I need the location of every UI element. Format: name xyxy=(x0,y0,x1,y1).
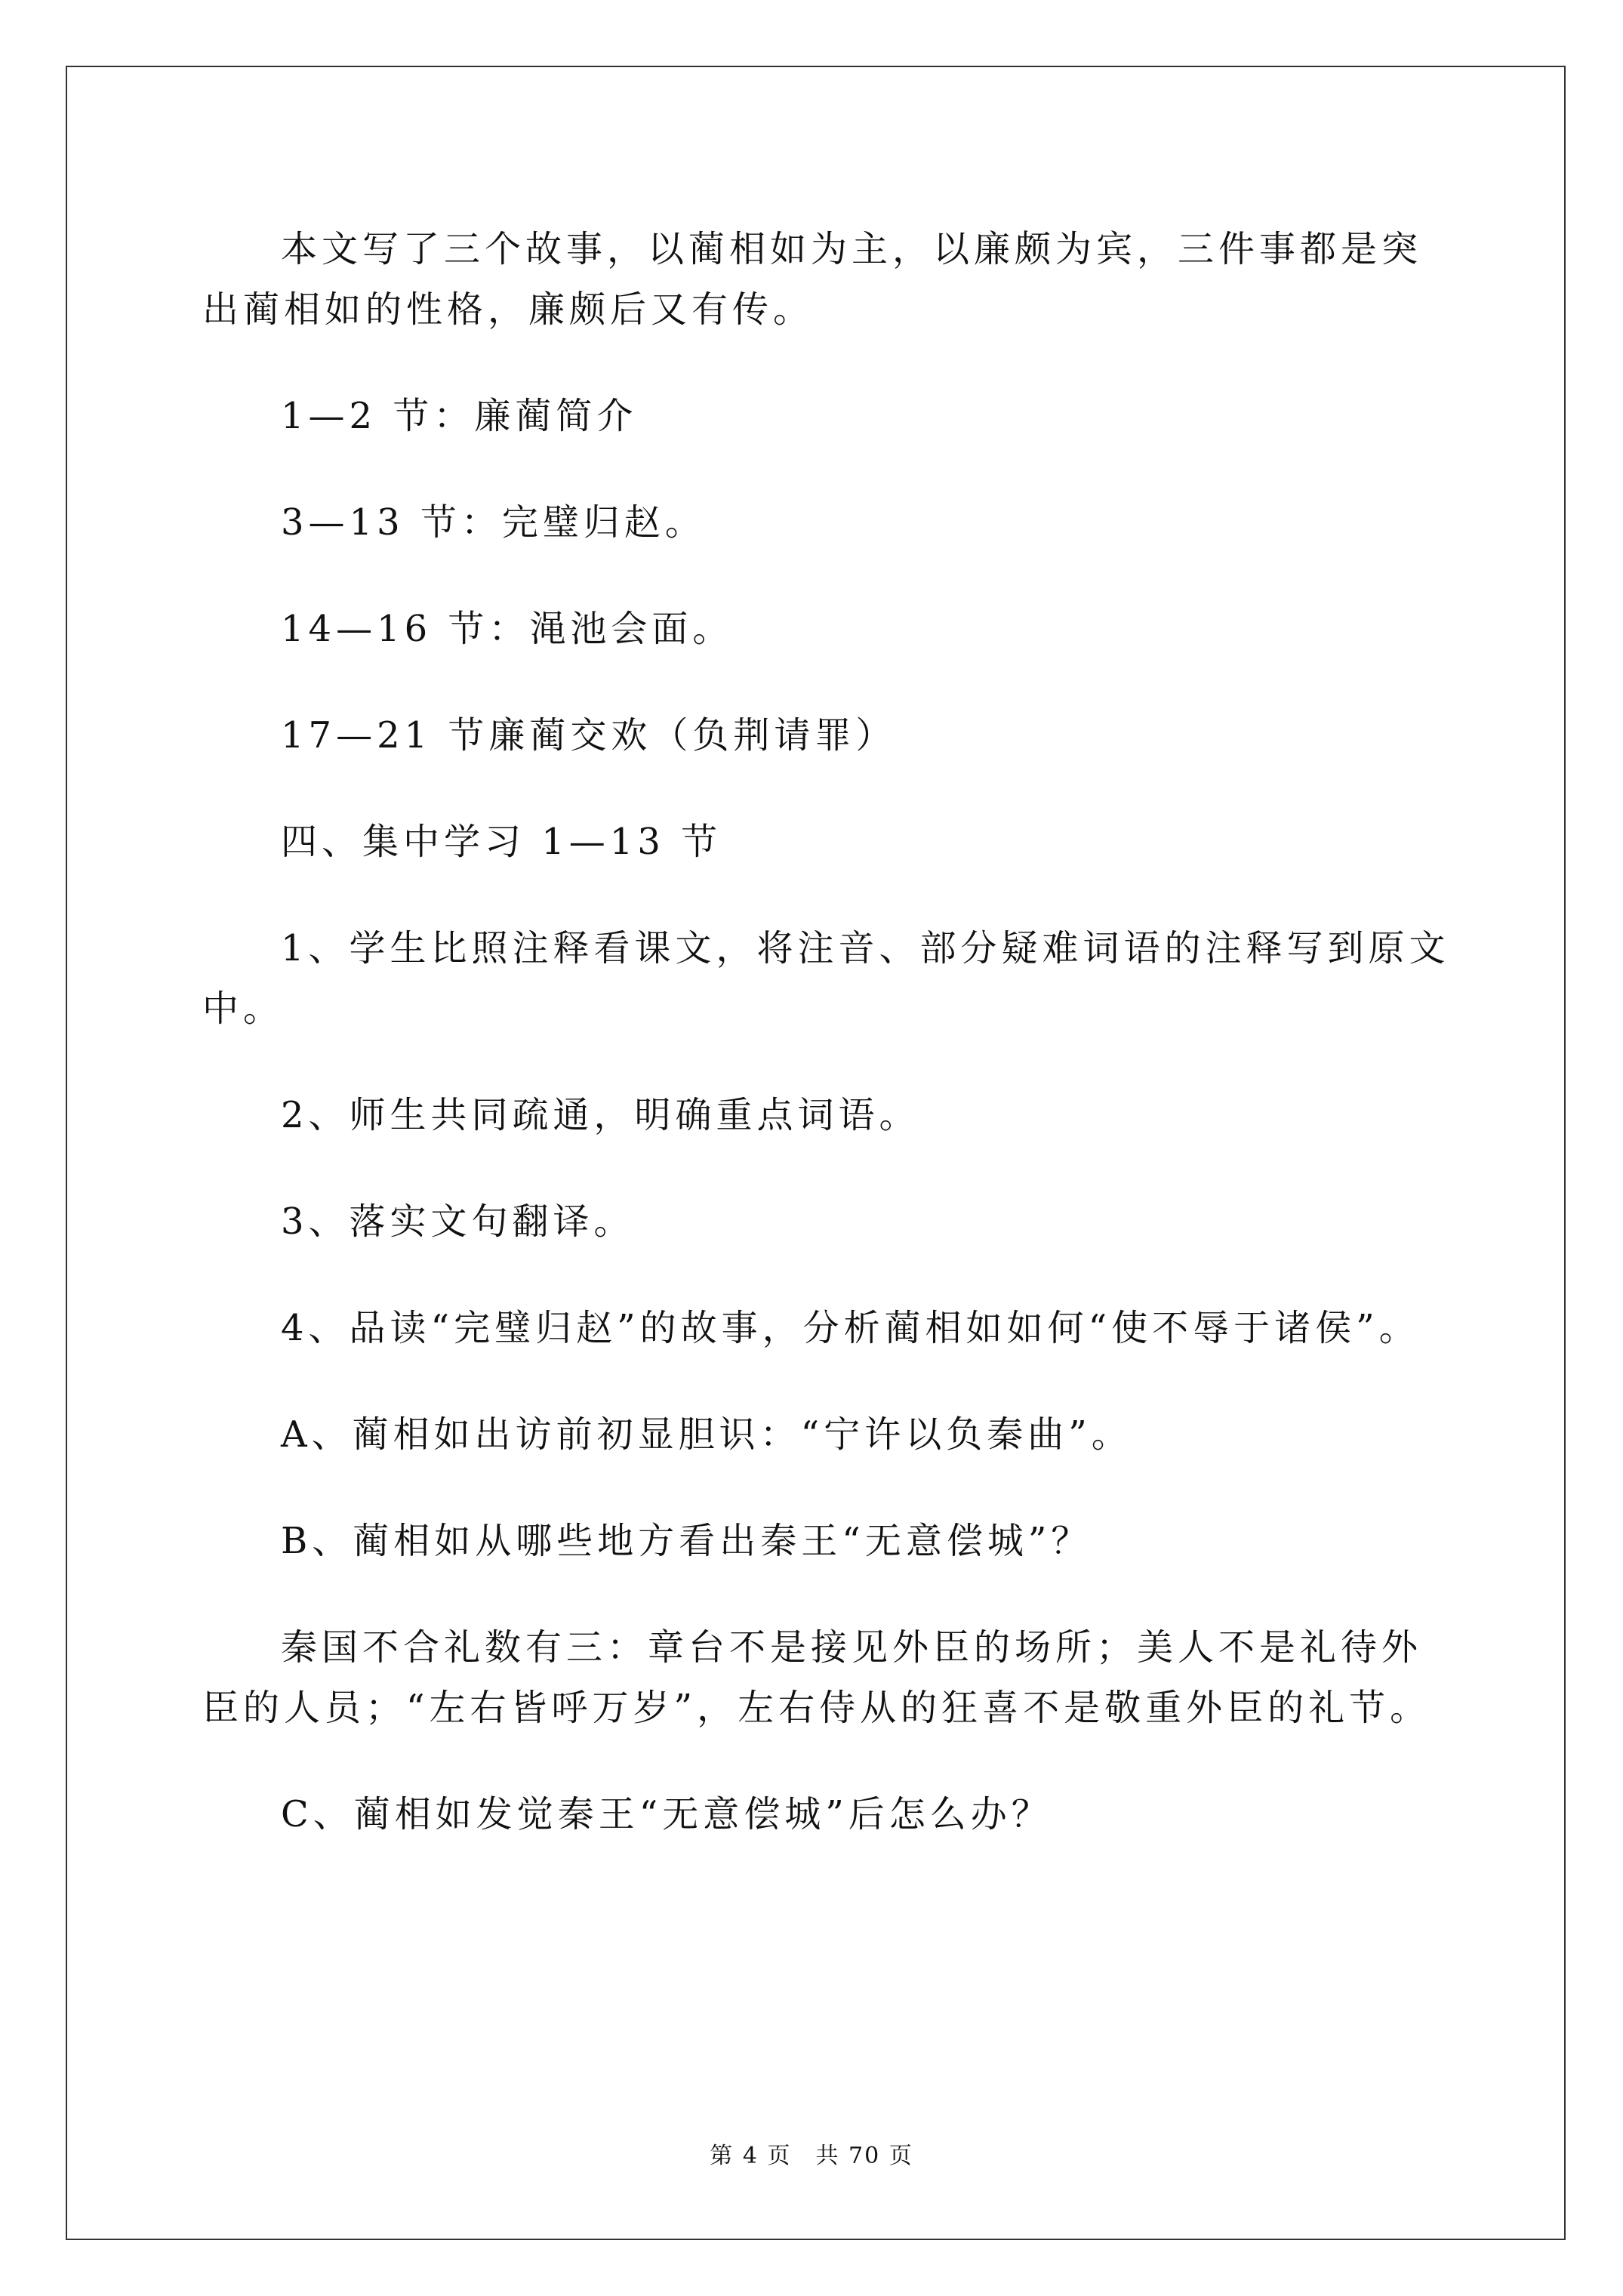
section-outline-item: 1—2 节：廉蔺简介 xyxy=(281,395,638,437)
study-step: 3、落实文句翻译。 xyxy=(281,1200,635,1243)
paragraph-summary xyxy=(202,219,1440,340)
analysis-point: B、蔺相如从哪些地方看出秦王“无意偿城”？ xyxy=(281,1520,1092,1562)
analysis-point: A、蔺相如出访前初显胆识：“宁许以负秦曲”。 xyxy=(281,1413,1132,1456)
paragraph-line: 出蔺相如的性格，廉颇后又有传。 xyxy=(202,288,815,331)
paragraph-line: 1、学生比照注释看课文，将注音、部分疑难词语的注释写到原文 xyxy=(281,927,1450,969)
section-heading: 四、集中学习 1—13 节 xyxy=(281,821,722,863)
analysis-point: C、蔺相如发觉秦王“无意偿城”后怎么办？ xyxy=(281,1793,1052,1835)
study-step: 4、品读“完璧归赵”的故事，分析蔺相如如何“使不辱于诸侯”。 xyxy=(281,1307,1420,1349)
paragraph-line: 中。 xyxy=(202,988,285,1030)
analysis-explanation xyxy=(202,1617,1440,1738)
section-outline-item: 3—13 节：完璧归赵。 xyxy=(281,501,706,544)
section-outline-item: 17—21 节廉蔺交欢（负荆请罪） xyxy=(281,714,897,757)
study-step xyxy=(202,918,1450,1039)
document-body xyxy=(202,219,1450,1891)
paragraph-line: 本文写了三个故事，以蔺相如为主，以廉颇为宾，三件事都是突 xyxy=(281,228,1423,270)
paragraph-line: 秦国不合礼数有三：章台不是接见外臣的场所；美人不是礼待外 xyxy=(281,1626,1423,1669)
study-step: 2、师生共同疏通，明确重点词语。 xyxy=(281,1094,920,1136)
page-number-footer: 第 4 页 共 70 页 xyxy=(710,2143,913,2169)
section-outline-item: 14—16 节：渑池会面。 xyxy=(281,608,734,650)
paragraph-line: 臣的人员；“左右皆呼万岁”，左右侍从的狂喜不是敬重外臣的礼节。 xyxy=(202,1687,1431,1729)
